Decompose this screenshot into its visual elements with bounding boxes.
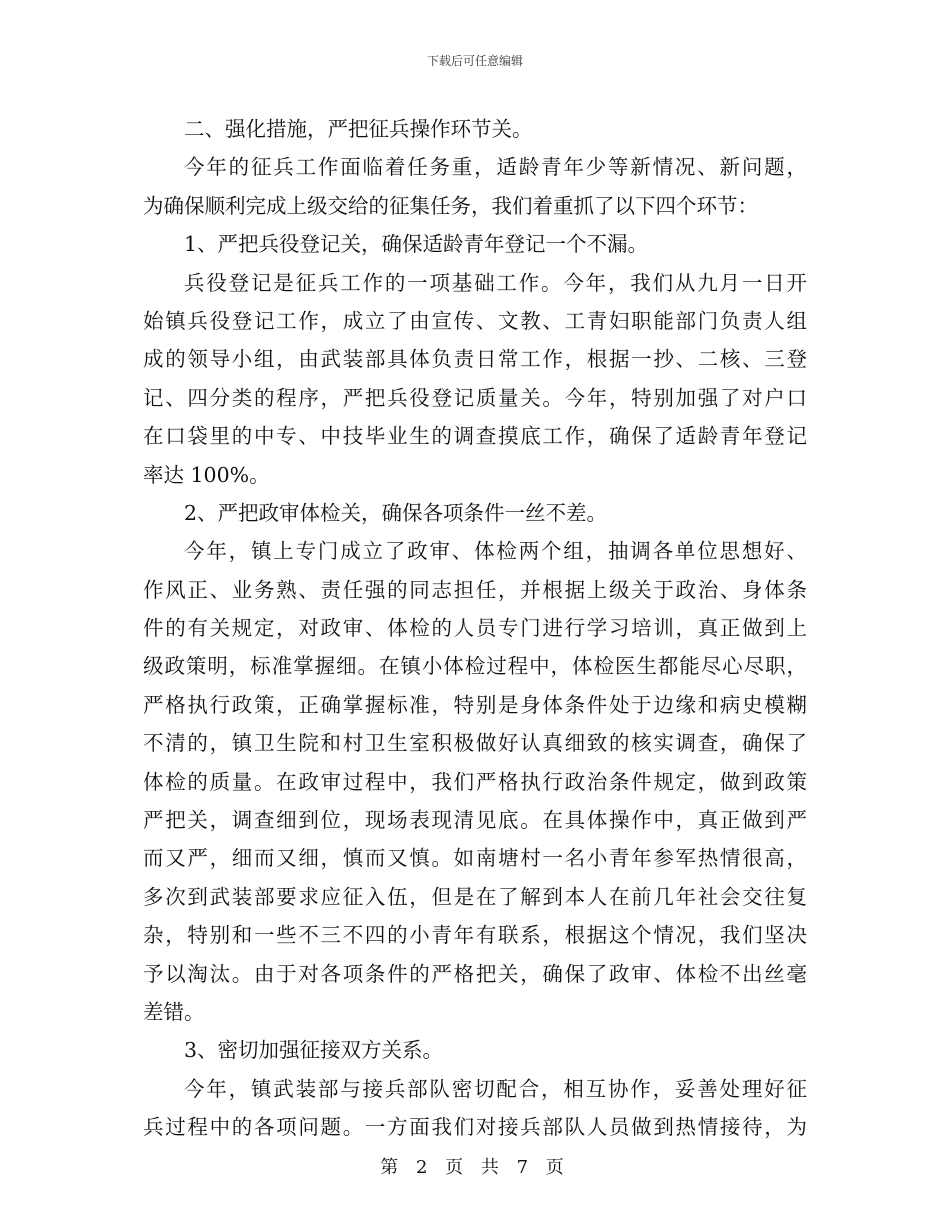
subsection-heading: 1、严把兵役登记关，确保适龄青年登记一个不漏。 <box>184 232 649 257</box>
paragraph-line: 作风正、业务熟、责任强的同志担任，并根据上级关于政治、身体条 <box>143 577 807 602</box>
paragraph-line: 今年的征兵工作面临着任务重，适龄青年少等新情况、新问题， <box>184 155 807 180</box>
paragraph-line: 率达 100%。 <box>143 462 270 487</box>
paragraph-line: 差错。 <box>143 999 205 1024</box>
subsection-heading: 3、密切加强征接双方关系。 <box>184 1038 444 1063</box>
subsection-heading: 2、严把政审体检关，确保各项条件一丝不差。 <box>184 500 608 525</box>
paragraph-line: 不清的，镇卫生院和村卫生室积极做好认真细致的核实调查，确保了 <box>143 731 807 756</box>
paragraph-line: 兵过程中的各项问题。一方面我们对接兵部队人员做到热情接待，为 <box>143 1115 807 1140</box>
page-header: 下载后可任意编辑 <box>426 54 523 68</box>
page-footer: 第 2 页 共 7 页 <box>380 1157 570 1178</box>
paragraph-line: 而又严，细而又细，慎而又慎。如南塘村一名小青年参军热情很高， <box>143 846 807 871</box>
paragraph-line: 在口袋里的中专、中技毕业生的调查摸底工作，确保了适龄青年登记 <box>143 424 807 449</box>
paragraph-line: 为确保顺利完成上级交给的征集任务，我们着重抓了以下四个环节： <box>143 193 758 218</box>
paragraph-line: 始镇兵役登记工作，成立了由宣传、文教、工青妇职能部门负责人组 <box>143 308 807 333</box>
paragraph-line: 兵役登记是征兵工作的一项基础工作。今年，我们从九月一日开 <box>184 270 807 295</box>
paragraph-line: 今年，镇武装部与接兵部队密切配合，相互协作，妥善处理好征 <box>184 1076 807 1101</box>
paragraph-line: 多次到武装部要求应征入伍，但是在了解到本人在前几年社会交往复 <box>143 884 807 909</box>
paragraph-line: 记、四分类的程序，严把兵役登记质量关。今年，特别加强了对户口 <box>143 385 807 410</box>
paragraph-line: 严把关，调查细到位，现场表现清见底。在具体操作中，真正做到严 <box>143 808 807 833</box>
paragraph-line: 成的领导小组，由武装部具体负责日常工作，根据一抄、二核、三登 <box>143 347 807 372</box>
section-heading: 二、强化措施，严把征兵操作环节关。 <box>184 117 533 141</box>
document-body <box>143 110 807 1147</box>
paragraph-line: 杂，特别和一些不三不四的小青年有联系，根据这个情况，我们坚决 <box>143 923 807 948</box>
paragraph-line: 级政策明，标准掌握细。在镇小体检过程中，体检医生都能尽心尽职， <box>143 654 807 679</box>
paragraph-line: 体检的质量。在政审过程中，我们严格执行政治条件规定，做到政策 <box>143 769 807 794</box>
paragraph-line: 件的有关规定，对政审、体检的人员专门进行学习培训，真正做到上 <box>143 616 807 641</box>
paragraph-line: 今年，镇上专门成立了政审、体检两个组，抽调各单位思想好、 <box>184 539 807 564</box>
paragraph-line: 严格执行政策，正确掌握标准，特别是身体条件处于边缘和病史模糊 <box>143 692 807 717</box>
paragraph-line: 予以淘汰。由于对各项条件的严格把关，确保了政审、体检不出丝毫 <box>143 961 807 986</box>
